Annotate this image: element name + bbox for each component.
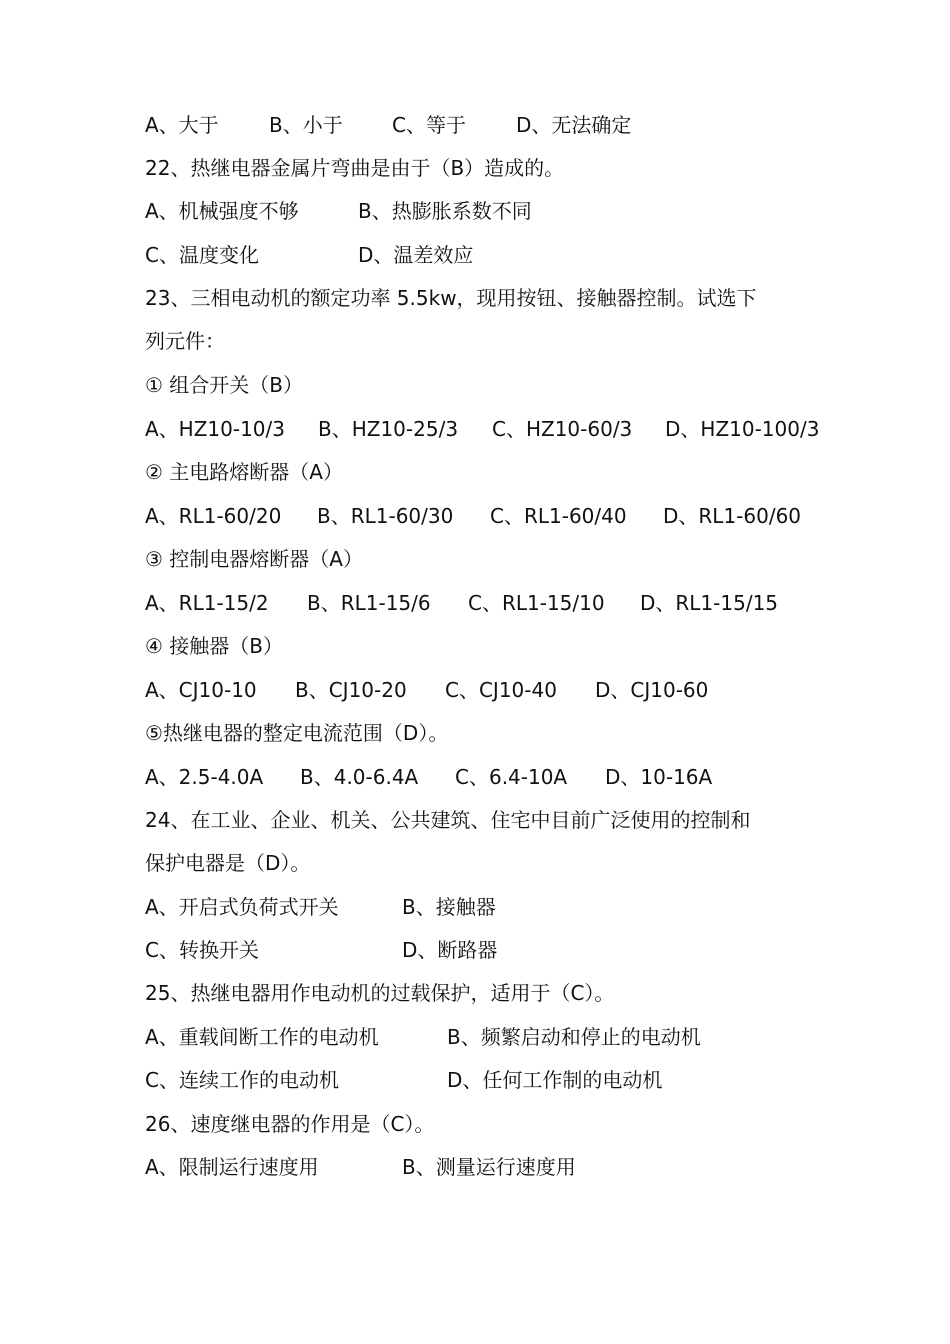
option-a: A、重载间断工作的电动机 (145, 1025, 379, 1049)
question-line-continued: 保护电器是（D）。 (145, 851, 311, 875)
option-b: B、热膨胀系数不同 (358, 199, 532, 223)
option-b: B、RL1-15/6 (307, 591, 431, 615)
option-b: B、测量运行速度用 (402, 1155, 576, 1179)
option-a: A、开启式负荷式开关 (145, 895, 339, 919)
question-line-continued: 列元件： (145, 329, 225, 353)
question-line: 23、三相电动机的额定功率 5.5kw，现用按钮、接触器控制。试选下 (145, 286, 757, 310)
option-c: C、RL1-60/40 (490, 504, 627, 528)
option-d: D、RL1-60/60 (663, 504, 802, 528)
option-d: D、任何工作制的电动机 (447, 1068, 663, 1092)
option-a: A、2.5-4.0A (145, 765, 264, 789)
option-a: A、RL1-15/2 (145, 591, 269, 615)
option-d: D、HZ10-100/3 (665, 417, 820, 441)
option-d: D、RL1-15/15 (640, 591, 779, 615)
option-a: A、大于 (145, 113, 219, 137)
option-c: C、温度变化 (145, 243, 259, 267)
option-b: B、频繁启动和停止的电动机 (447, 1025, 701, 1049)
option-a: A、机械强度不够 (145, 199, 299, 223)
option-c: C、RL1-15/10 (468, 591, 605, 615)
option-c: C、HZ10-60/3 (492, 417, 633, 441)
sub-question: ⑤热继电器的整定电流范围（D）。 (145, 721, 449, 745)
sub-question: ② 主电路熔断器（A） (145, 460, 343, 484)
option-b: B、接触器 (402, 895, 496, 919)
option-a: A、限制运行速度用 (145, 1155, 319, 1179)
option-d: D、温差效应 (358, 243, 474, 267)
option-c: C、连续工作的电动机 (145, 1068, 339, 1092)
option-c: C、等于 (392, 113, 466, 137)
sub-question: ③ 控制电器熔断器（A） (145, 547, 363, 571)
option-a: A、CJ10-10 (145, 678, 257, 702)
option-d: D、CJ10-60 (595, 678, 709, 702)
question-line: 22、热继电器金属片弯曲是由于（B）造成的。 (145, 156, 565, 180)
option-b: B、小于 (269, 113, 343, 137)
option-a: A、HZ10-10/3 (145, 417, 285, 441)
option-b: B、CJ10-20 (295, 678, 407, 702)
option-d: D、断路器 (402, 938, 498, 962)
option-c: C、CJ10-40 (445, 678, 557, 702)
sub-question: ① 组合开关（B） (145, 373, 304, 397)
option-b: B、HZ10-25/3 (318, 417, 459, 441)
option-c: C、6.4-10A (455, 765, 568, 789)
option-b: B、4.0-6.4A (300, 765, 419, 789)
sub-question: ④ 接触器（B） (145, 634, 284, 658)
option-c: C、转换开关 (145, 938, 259, 962)
option-b: B、RL1-60/30 (317, 504, 454, 528)
question-line: 26、速度继电器的作用是（C）。 (145, 1112, 435, 1136)
option-d: D、10-16A (605, 765, 713, 789)
option-a: A、RL1-60/20 (145, 504, 282, 528)
option-d: D、无法确定 (516, 113, 632, 137)
question-line: 24、在工业、企业、机关、公共建筑、住宅中目前广泛使用的控制和 (145, 808, 751, 832)
question-line: 25、热继电器用作电动机的过载保护，适用于（C）。 (145, 981, 615, 1005)
